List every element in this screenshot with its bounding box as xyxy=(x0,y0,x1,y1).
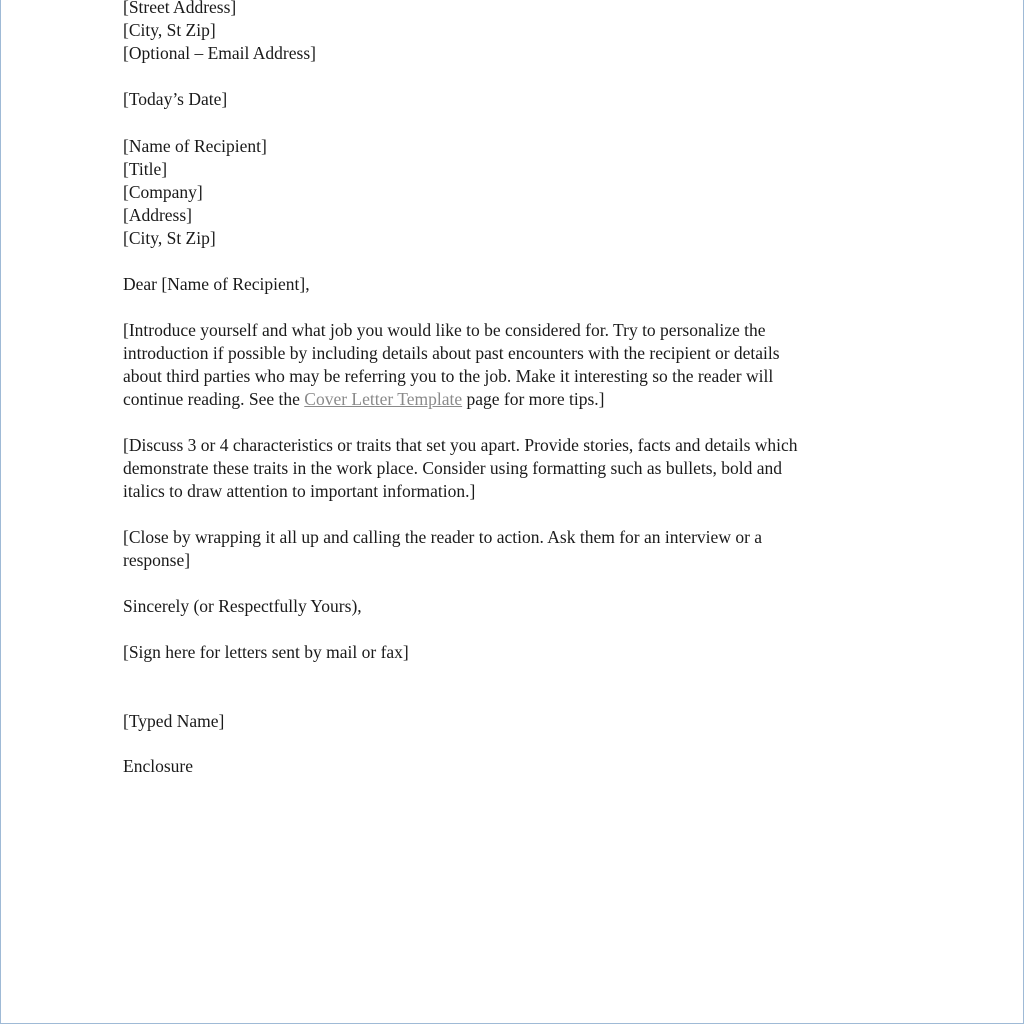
salutation: Dear [Name of Recipient], xyxy=(123,274,310,294)
sender-street: [Street Address] xyxy=(123,0,237,17)
enclosure-note: Enclosure xyxy=(123,756,193,776)
cover-letter-template-link[interactable]: Cover Letter Template xyxy=(304,389,463,409)
paragraph-line xyxy=(123,388,605,411)
recipient-city: [City, St Zip] xyxy=(123,228,216,248)
signature-placeholder: [Sign here for letters sent by mail or fax] xyxy=(123,642,409,662)
paragraph-line: response] xyxy=(123,550,191,570)
paragraph-line: italics to draw attention to important information.] xyxy=(123,481,476,501)
paragraph-text: page for more tips.] xyxy=(462,389,605,409)
paragraph-line: [Close by wrapping it all up and calling the reader to action. Ask them for an interview or a xyxy=(123,527,763,547)
recipient-title: [Title] xyxy=(123,159,168,179)
closing-line: Sincerely (or Respectfully Yours), xyxy=(123,596,362,616)
letter-date: [Today’s Date] xyxy=(123,89,228,109)
recipient-address: [Address] xyxy=(123,205,193,225)
paragraph-line: [Discuss 3 or 4 characteristics or traits that set you apart. Provide stories, facts and details which xyxy=(123,435,798,455)
paragraph-line: about third parties who may be referring you to the job. Make it interesting so the reader will xyxy=(123,366,774,386)
sender-email: [Optional – Email Address] xyxy=(123,43,316,63)
recipient-name: [Name of Recipient] xyxy=(123,136,267,156)
paragraph-line: demonstrate these traits in the work place. Consider using formatting such as bullets, bold and xyxy=(123,458,783,478)
sender-city: [City, St Zip] xyxy=(123,20,216,40)
paragraph-line: introduction if possible by including details about past encounters with the recipient or details xyxy=(123,343,780,363)
typed-name: [Typed Name] xyxy=(123,711,225,731)
paragraph-line: [Introduce yourself and what job you would like to be considered for. Try to personalize the xyxy=(123,320,766,340)
recipient-company: [Company] xyxy=(123,182,203,202)
paragraph-text: continue reading. See the xyxy=(123,389,305,409)
